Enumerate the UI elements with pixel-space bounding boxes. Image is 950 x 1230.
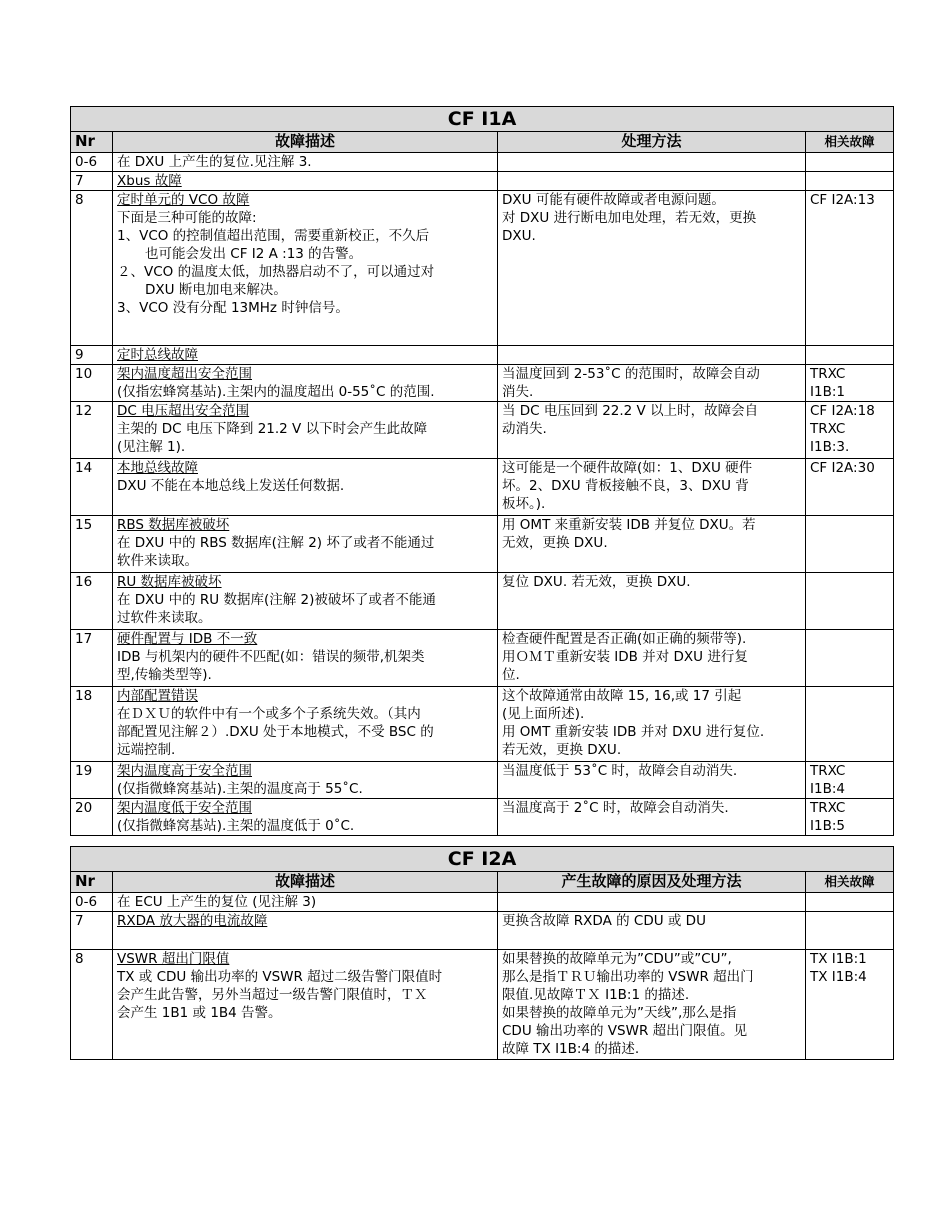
fault-action <box>498 365 806 402</box>
fault-action <box>498 950 806 1060</box>
table-row <box>71 153 894 172</box>
related-fault: TRXC <box>810 421 846 437</box>
fault-description <box>113 516 498 573</box>
related-faults <box>806 459 894 516</box>
related-faults <box>806 912 894 950</box>
description-line: 主架的 DC 电压下降到 21.2 V 以下时会产生此故障 <box>117 421 428 437</box>
action-line: 如果替换的故障单元为”CDU”或”CU”, <box>502 951 732 967</box>
fault-action <box>498 516 806 573</box>
fault-number: 20 <box>71 799 113 836</box>
action-line: DXU 可能有硬件故障或者电源问题。 <box>502 192 725 208</box>
action-line: 当 DC 电压回到 22.2 V 以上时，故障会自 <box>502 403 759 419</box>
action-line: 用ＯＭＴ重新安装 IDB 并对 DXU 进行复 <box>502 649 748 665</box>
fault-number: 15 <box>71 516 113 573</box>
related-faults <box>806 573 894 630</box>
action-line: 限值.见故障ＴＸ I1B:1 的描述. <box>502 987 690 1003</box>
description-line: TX 或 CDU 输出功率的 VSWR 超过二级告警门限值时 <box>117 969 443 985</box>
description-line: 在ＤＸＵ的软件中有一个或多个子系统失效。（其内 <box>117 706 421 722</box>
action-line: 用 OMT 来重新安装 IDB 并复位 DXU。若 <box>502 517 756 533</box>
fault-description <box>113 402 498 459</box>
action-line: 当温度高于 2˚C 时，故障会自动消失. <box>502 800 729 816</box>
fault-title: Xbus 故障 <box>117 173 182 189</box>
action-line: 那么是指ＴＲＵ输出功率的 VSWR 超出门 <box>502 969 754 985</box>
action-line: 更换含故障 RXDA 的 CDU 或 DU <box>502 913 706 929</box>
fault-title: VSWR 超出门限值 <box>117 951 230 967</box>
related-fault: TRXC <box>810 366 846 382</box>
fault-title: 定时单元的 VCO 故障 <box>117 192 250 208</box>
action-line: 坏。2、DXU 背板接触不良，3、DXU 背 <box>502 478 749 494</box>
fault-action <box>498 799 806 836</box>
table-row <box>71 402 894 459</box>
fault-number: 8 <box>71 191 113 346</box>
fault-description <box>113 950 498 1060</box>
fault-description <box>113 346 498 365</box>
fault-number: 19 <box>71 762 113 799</box>
action-line: 消失. <box>502 384 534 400</box>
description-line: (仅指微蜂窝基站).主架的温度高于 55˚C. <box>117 781 363 797</box>
fault-number: 0-6 <box>71 153 113 172</box>
description-line: 会产生 1B1 或 1B4 告警。 <box>117 1005 282 1021</box>
action-line: 检查硬件配置是否正确(如正确的频带等). <box>502 631 747 647</box>
fault-number: 14 <box>71 459 113 516</box>
description-line: 部配置见注解２）.DXU 处于本地模式，不受 BSC 的 <box>117 724 434 740</box>
action-line: DXU. <box>502 228 536 244</box>
description-line: 在 ECU 上产生的复位 (见注解 3) <box>117 894 317 910</box>
action-line: 这个故障通常由故障 15, 16,或 17 引起 <box>502 688 742 704</box>
fault-number: 10 <box>71 365 113 402</box>
related-fault: CF I2A:30 <box>810 460 875 476</box>
table-row <box>71 573 894 630</box>
related-faults <box>806 893 894 912</box>
table-title: CF I2A <box>71 847 894 872</box>
table-row <box>71 630 894 687</box>
related-fault: TX I1B:4 <box>810 969 867 985</box>
related-faults <box>806 630 894 687</box>
table-row <box>71 172 894 191</box>
fault-number: 9 <box>71 346 113 365</box>
action-line: 复位 DXU. 若无效，更换 DXU. <box>502 574 691 590</box>
fault-description <box>113 191 498 346</box>
action-line: 若无效，更换 DXU. <box>502 742 622 758</box>
fault-number: 17 <box>71 630 113 687</box>
fault-description <box>113 762 498 799</box>
fault-description <box>113 912 498 950</box>
fault-description <box>113 153 498 172</box>
description-line: 3、VCO 没有分配 13MHz 时钟信号。 <box>117 300 349 316</box>
header-related: 相关故障 <box>806 132 894 153</box>
table-title: CF I1A <box>71 107 894 132</box>
related-faults <box>806 950 894 1060</box>
description-line: 在 DXU 中的 RU 数据库(注解 2)被破坏了或者不能通 <box>117 592 436 608</box>
fault-description <box>113 630 498 687</box>
fault-action <box>498 630 806 687</box>
description-line: (仅指宏蜂窝基站).主架内的温度超出 0-55˚C 的范围. <box>117 384 435 400</box>
fault-action <box>498 153 806 172</box>
fault-title: 本地总线故障 <box>117 460 198 476</box>
fault-title: 架内温度低于安全范围 <box>117 800 252 816</box>
table-row <box>71 912 894 950</box>
header-description: 故障描述 <box>113 872 498 893</box>
table-row <box>71 762 894 799</box>
action-line: 当温度低于 53˚C 时，故障会自动消失. <box>502 763 738 779</box>
fault-description <box>113 365 498 402</box>
fault-action <box>498 893 806 912</box>
related-faults <box>806 346 894 365</box>
related-fault: I1B:1 <box>810 384 845 400</box>
fault-number: 7 <box>71 172 113 191</box>
fault-action <box>498 191 806 346</box>
description-line: 过软件来读取。 <box>117 610 212 626</box>
fault-description <box>113 459 498 516</box>
description-line: 在 DXU 上产生的复位.见注解 3. <box>117 154 312 170</box>
action-line: 位. <box>502 667 520 683</box>
fault-title: 架内温度超出安全范围 <box>117 366 252 382</box>
fault-table-cf-i1a <box>70 106 894 836</box>
description-line: 下面是三种可能的故障: <box>117 210 257 226</box>
related-faults <box>806 365 894 402</box>
related-fault: CF I2A:13 <box>810 192 875 208</box>
fault-number: 16 <box>71 573 113 630</box>
action-line: 动消失. <box>502 421 547 437</box>
related-faults <box>806 153 894 172</box>
related-fault: I1B:4 <box>810 781 845 797</box>
fault-title: 内部配置错误 <box>117 688 198 704</box>
fault-action <box>498 573 806 630</box>
table-row <box>71 459 894 516</box>
action-line: 板坏。). <box>502 496 546 512</box>
description-line: 软件来读取。 <box>117 553 198 569</box>
fault-action <box>498 762 806 799</box>
fault-action <box>498 402 806 459</box>
fault-action <box>498 912 806 950</box>
related-fault: TX I1B:1 <box>810 951 867 967</box>
fault-title: RBS 数据库被破坏 <box>117 517 230 533</box>
action-line: 如果替换的故障单元为”天线”,那么是指 <box>502 1005 737 1021</box>
description-line: DXU 不能在本地总线上发送任何数据. <box>117 478 345 494</box>
related-faults <box>806 687 894 762</box>
table-row <box>71 799 894 836</box>
fault-title: 定时总线故障 <box>117 347 198 363</box>
related-fault: CF I2A:18 <box>810 403 875 419</box>
action-line: 无效，更换 DXU. <box>502 535 608 551</box>
action-line: 对 DXU 进行断电加电处理，若无效，更换 <box>502 210 757 226</box>
related-faults <box>806 516 894 573</box>
table-row <box>71 516 894 573</box>
fault-title: 架内温度高于安全范围 <box>117 763 252 779</box>
related-fault: TRXC <box>810 800 846 816</box>
table-row <box>71 365 894 402</box>
related-fault: I1B:3. <box>810 439 850 455</box>
related-fault: I1B:5 <box>810 818 845 834</box>
fault-table-cf-i2a <box>70 846 894 1060</box>
header-description: 故障描述 <box>113 132 498 153</box>
table-row <box>71 893 894 912</box>
description-line: (见注解 1). <box>117 439 186 455</box>
action-line: (见上面所述). <box>502 706 585 722</box>
action-line: 这可能是一个硬件故障(如：1、DXU 硬件 <box>502 460 753 476</box>
fault-action <box>498 459 806 516</box>
description-line: (仅指微蜂窝基站).主架的温度低于 0˚C. <box>117 818 355 834</box>
header-nr: Nr <box>71 132 113 153</box>
fault-description <box>113 573 498 630</box>
fault-number: 12 <box>71 402 113 459</box>
fault-number: 18 <box>71 687 113 762</box>
table-row <box>71 346 894 365</box>
description-line: 在 DXU 中的 RBS 数据库(注解 2) 坏了或者不能通过 <box>117 535 435 551</box>
description-line: 会产生此告警，另外当超过一级告警门限值时，ＴＸ <box>117 987 428 1003</box>
fault-title: RXDA 放大器的电流故障 <box>117 913 268 929</box>
related-faults <box>806 172 894 191</box>
action-line: CDU 输出功率的 VSWR 超出门限值。见 <box>502 1023 748 1039</box>
description-line: IDB 与机架内的硬件不匹配(如：错误的频带,机架类 <box>117 649 425 665</box>
action-line: 当温度回到 2-53˚C 的范围时，故障会自动 <box>502 366 760 382</box>
action-line: 故障 TX I1B:4 的描述. <box>502 1041 640 1057</box>
header-action: 产生故障的原因及处理方法 <box>498 872 806 893</box>
related-faults <box>806 762 894 799</box>
table-row <box>71 950 894 1060</box>
table-row <box>71 191 894 346</box>
related-fault: TRXC <box>810 763 846 779</box>
description-line: 1、VCO 的控制值超出范围，需要重新校正，不久后 <box>117 228 430 244</box>
fault-title: RU 数据库被破坏 <box>117 574 222 590</box>
action-line: 用 OMT 重新安装 IDB 并对 DXU 进行复位. <box>502 724 765 740</box>
description-line: 远端控制. <box>117 742 176 758</box>
fault-number: 8 <box>71 950 113 1060</box>
related-faults <box>806 799 894 836</box>
description-line: ２、VCO 的温度太低，加热器启动不了，可以通过对 <box>117 264 435 280</box>
related-faults <box>806 402 894 459</box>
fault-title: DC 电压超出安全范围 <box>117 403 250 419</box>
header-related: 相关故障 <box>806 872 894 893</box>
fault-description <box>113 172 498 191</box>
fault-description <box>113 687 498 762</box>
fault-description <box>113 799 498 836</box>
fault-action <box>498 172 806 191</box>
description-line: 型,传输类型等). <box>117 667 212 683</box>
description-line: DXU 断电加电来解决。 <box>145 282 287 298</box>
header-nr: Nr <box>71 872 113 893</box>
fault-description <box>113 893 498 912</box>
table-row <box>71 687 894 762</box>
fault-title: 硬件配置与 IDB 不一致 <box>117 631 258 647</box>
description-line: 也可能会发出 CF I2 A :13 的告警。 <box>145 246 363 262</box>
fault-action <box>498 346 806 365</box>
fault-action <box>498 687 806 762</box>
header-action: 处理方法 <box>498 132 806 153</box>
related-faults <box>806 191 894 346</box>
fault-number: 0-6 <box>71 893 113 912</box>
fault-number: 7 <box>71 912 113 950</box>
